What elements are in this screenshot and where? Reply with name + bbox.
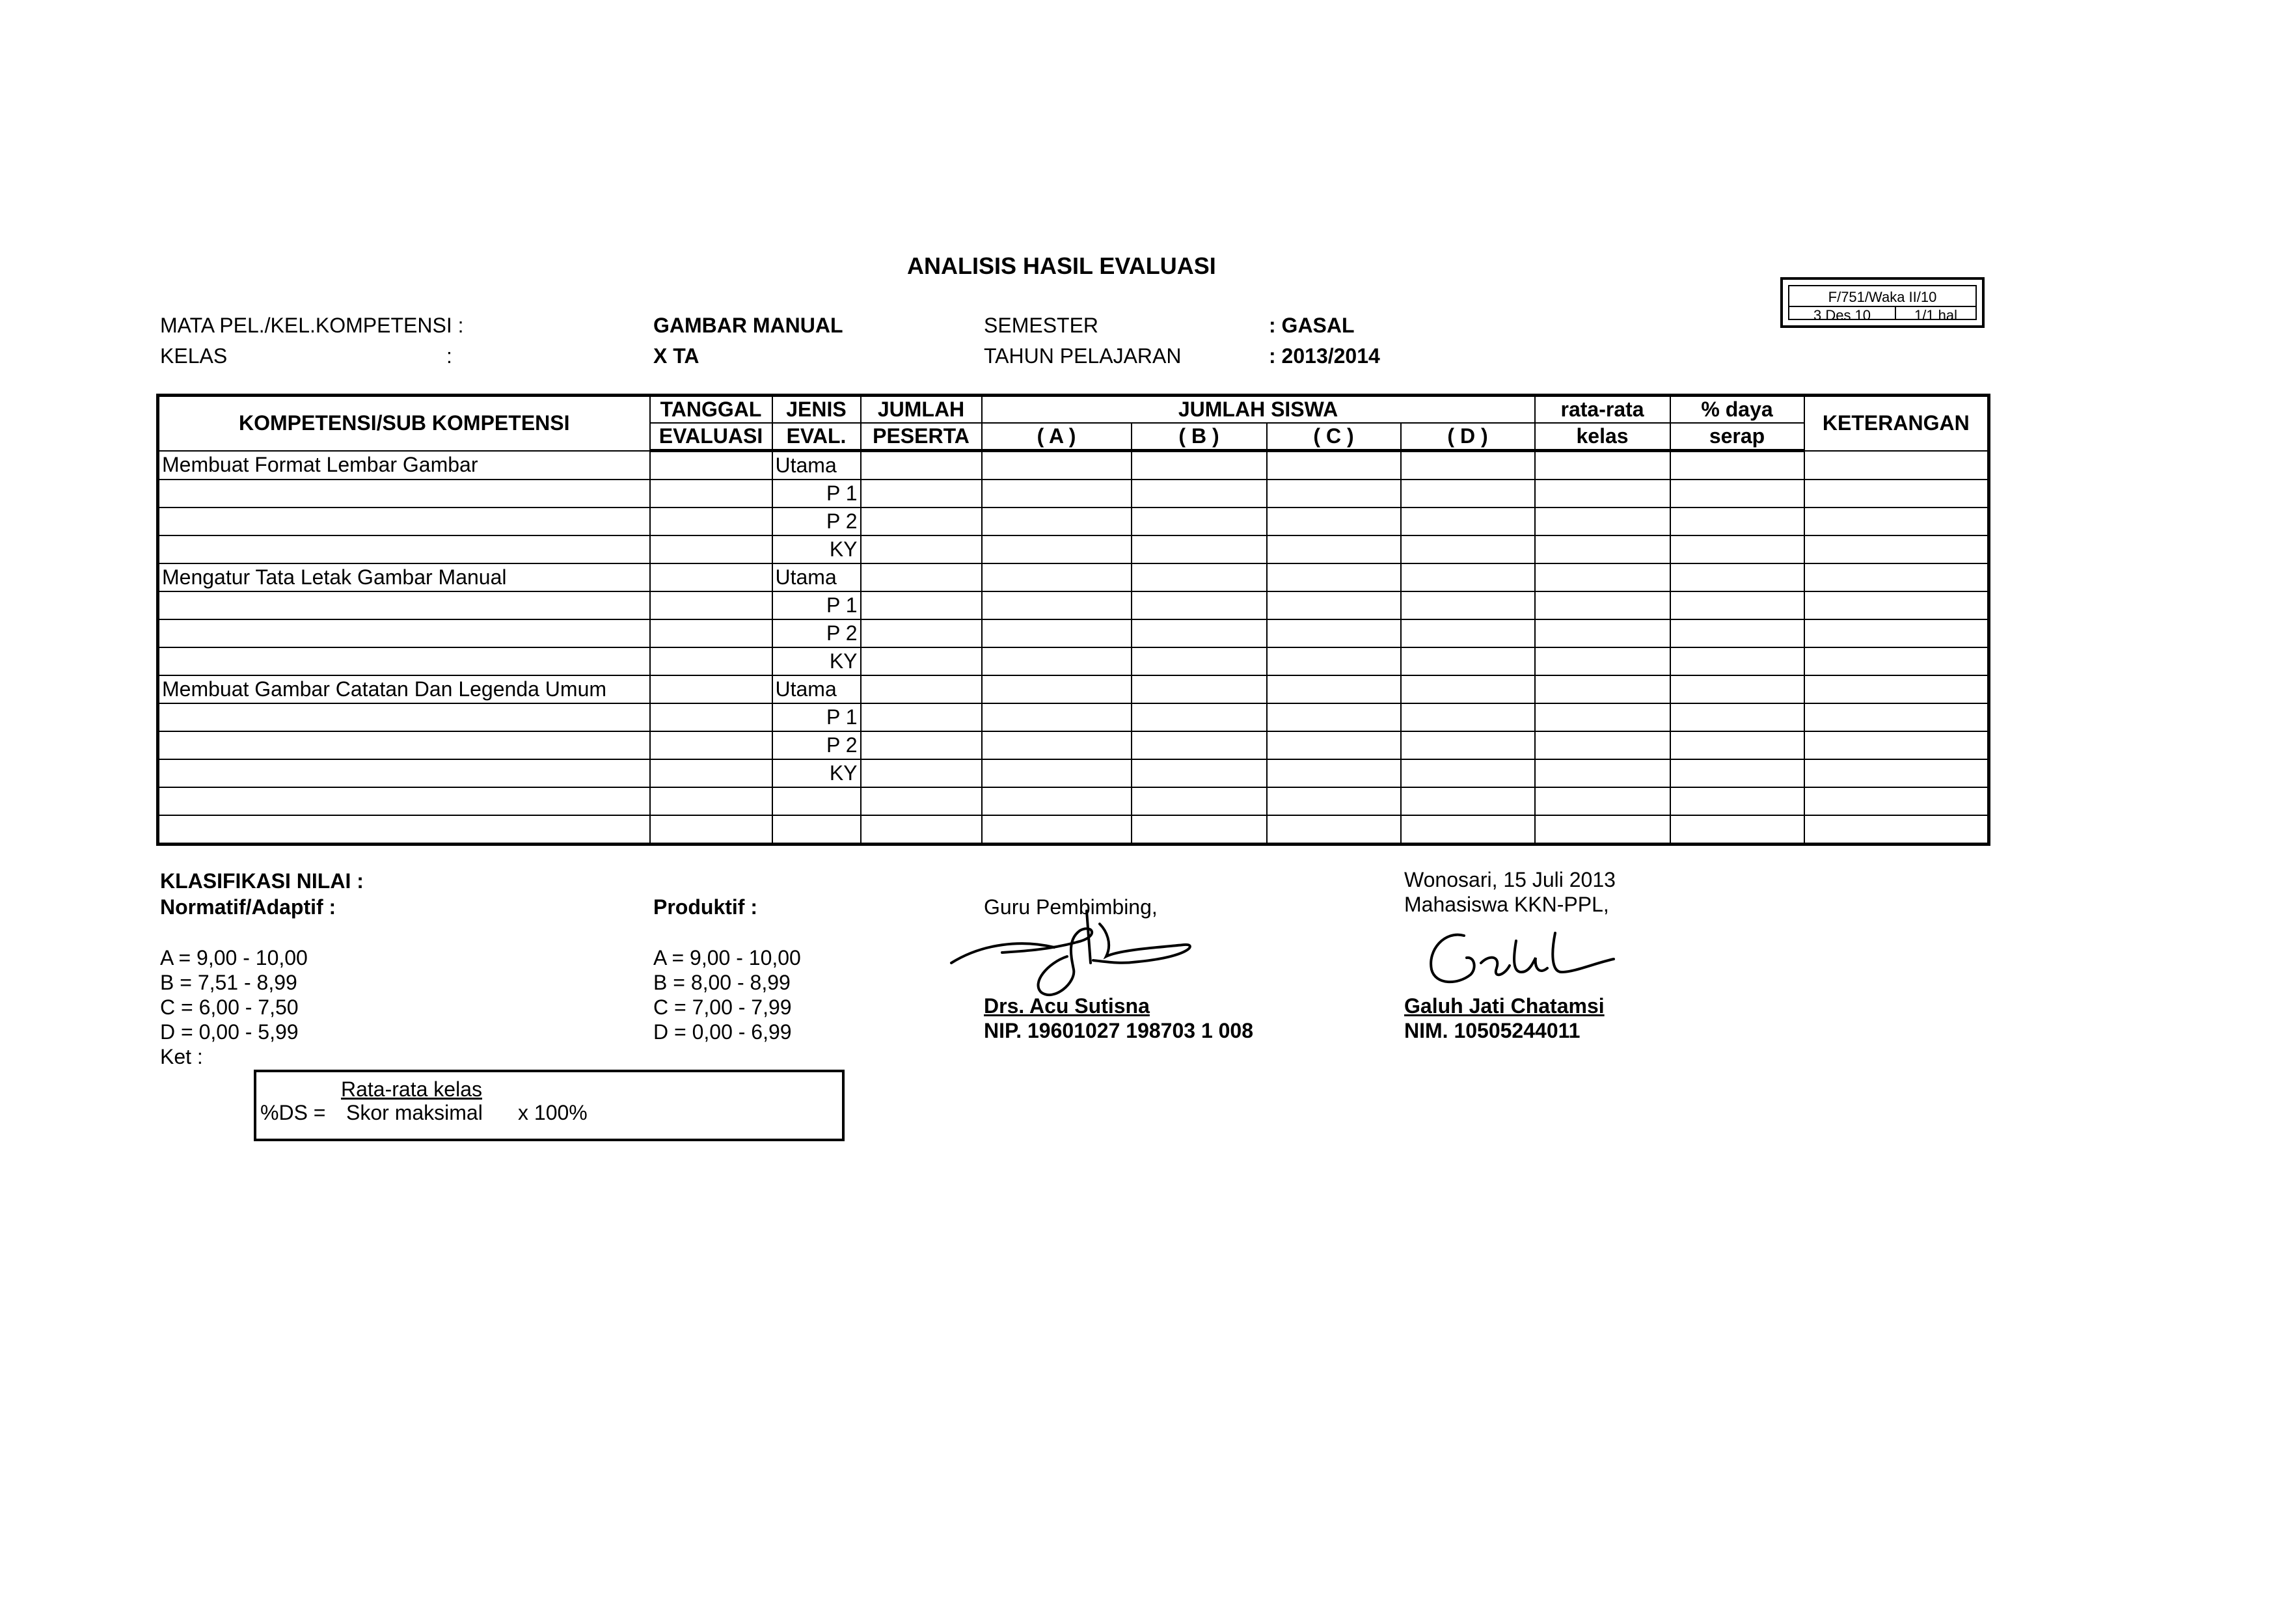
kelas-label: KELAS (160, 344, 228, 368)
empty-cell (1804, 731, 1989, 759)
empty-cell (1267, 647, 1401, 675)
place-date: Wonosari, 15 Juli 2013 (1404, 868, 1616, 891)
empty-cell (1132, 591, 1267, 619)
produktif-a: A = 9,00 - 10,00 (653, 946, 801, 969)
empty-cell (650, 647, 772, 675)
kompetensi-cell (158, 759, 650, 787)
header-daya: % daya (1670, 396, 1804, 424)
mahasiswa-label: Mahasiswa KKN-PPL, (1404, 893, 1609, 916)
mahasiswa-nim: NIM. 10505244011 (1404, 1019, 1581, 1042)
normatif-d: D = 0,00 - 5,99 (160, 1020, 299, 1044)
empty-cell (982, 675, 1132, 703)
jenis-eval-cell: P 1 (772, 703, 861, 731)
empty-cell (1535, 815, 1670, 845)
empty-cell (1670, 619, 1804, 647)
empty-cell (1804, 815, 1989, 845)
empty-cell (1804, 535, 1989, 563)
header-evaluasi: EVALUASI (650, 423, 772, 451)
guru-nip: NIP. 19601027 198703 1 008 (984, 1019, 1254, 1042)
header-eval: EVAL. (772, 423, 861, 451)
empty-cell (982, 535, 1132, 563)
kompetensi-cell (158, 815, 650, 845)
empty-cell (650, 619, 772, 647)
mahasiswa-name: Galuh Jati Chatamsi (1404, 994, 1605, 1018)
empty-cell (1267, 508, 1401, 535)
empty-cell (861, 619, 982, 647)
empty-cell (1132, 451, 1267, 480)
empty-cell (650, 731, 772, 759)
empty-cell (1670, 731, 1804, 759)
empty-cell (1267, 480, 1401, 508)
empty-cell (1670, 647, 1804, 675)
empty-cell (1535, 508, 1670, 535)
table-row (158, 451, 1989, 480)
empty-cell (650, 480, 772, 508)
empty-cell (982, 787, 1132, 815)
empty-cell (1670, 480, 1804, 508)
kelas-value: X TA (653, 344, 699, 368)
empty-cell (1535, 451, 1670, 480)
empty-cell (650, 591, 772, 619)
empty-cell (1401, 619, 1535, 647)
tahun-label: TAHUN PELAJARAN (984, 344, 1182, 368)
empty-cell (1535, 563, 1670, 591)
empty-cell (1401, 535, 1535, 563)
empty-cell (1132, 787, 1267, 815)
empty-cell (1267, 703, 1401, 731)
table-row (158, 759, 1989, 787)
kompetensi-cell (158, 731, 650, 759)
empty-cell (1132, 675, 1267, 703)
empty-cell (1535, 619, 1670, 647)
empty-cell (1804, 563, 1989, 591)
empty-cell (1670, 759, 1804, 787)
empty-cell (1267, 815, 1401, 845)
header-b: ( B ) (1132, 423, 1267, 451)
empty-cell (1132, 535, 1267, 563)
empty-cell (1670, 675, 1804, 703)
empty-cell (861, 759, 982, 787)
empty-cell (1670, 703, 1804, 731)
table-row (158, 508, 1989, 535)
empty-cell (1267, 535, 1401, 563)
empty-cell (1401, 703, 1535, 731)
empty-cell (1401, 591, 1535, 619)
produktif-c: C = 7,00 - 7,99 (653, 995, 792, 1019)
empty-cell (1132, 563, 1267, 591)
ket-label: Ket : (160, 1045, 203, 1068)
mahasiswa-signature (1418, 917, 1627, 995)
semester-value: : GASAL (1269, 314, 1355, 337)
header-rata: rata-rata (1535, 396, 1670, 424)
empty-cell (861, 563, 982, 591)
empty-cell (650, 451, 772, 480)
header-peserta: PESERTA (861, 423, 982, 451)
jenis-eval-cell: P 1 (772, 591, 861, 619)
kompetensi-cell (158, 508, 650, 535)
table-row (158, 815, 1989, 845)
empty-cell (982, 703, 1132, 731)
empty-cell (650, 703, 772, 731)
empty-cell (1535, 647, 1670, 675)
empty-cell (1132, 619, 1267, 647)
kompetensi-cell (158, 591, 650, 619)
produktif-label: Produktif : (653, 895, 757, 919)
empty-cell (1132, 759, 1267, 787)
formula-box (254, 1070, 845, 1141)
document-title: ANALISIS HASIL EVALUASI (907, 252, 1216, 279)
empty-cell (982, 451, 1132, 480)
kompetensi-cell (158, 787, 650, 815)
kompetensi-cell (158, 480, 650, 508)
empty-cell (982, 731, 1132, 759)
empty-cell (1132, 508, 1267, 535)
empty-cell (1132, 703, 1267, 731)
empty-cell (650, 508, 772, 535)
empty-cell (982, 647, 1132, 675)
table-row (158, 619, 1989, 647)
empty-cell (1535, 787, 1670, 815)
guru-signature (943, 885, 1217, 1002)
empty-cell (1804, 703, 1989, 731)
empty-cell (1267, 451, 1401, 480)
header-jumlah-siswa: JUMLAH SISWA (982, 396, 1535, 424)
empty-cell (1401, 480, 1535, 508)
empty-cell (1670, 451, 1804, 480)
empty-cell (1535, 731, 1670, 759)
jenis-eval-cell (772, 787, 861, 815)
table-row (158, 563, 1989, 591)
evaluation-table (156, 394, 1990, 846)
jenis-eval-cell: KY (772, 647, 861, 675)
empty-cell (861, 508, 982, 535)
empty-cell (1535, 591, 1670, 619)
empty-cell (1401, 508, 1535, 535)
empty-cell (1670, 815, 1804, 845)
empty-cell (861, 815, 982, 845)
table-row (158, 787, 1989, 815)
header-jumlah: JUMLAH (861, 396, 982, 424)
kompetensi-cell: Membuat Gambar Catatan Dan Legenda Umum (158, 675, 650, 703)
empty-cell (1267, 675, 1401, 703)
empty-cell (1401, 787, 1535, 815)
empty-cell (1535, 675, 1670, 703)
empty-cell (650, 675, 772, 703)
formula-denominator: Skor maksimal (346, 1101, 483, 1124)
form-code-box (1780, 277, 1985, 328)
empty-cell (1132, 731, 1267, 759)
empty-cell (1804, 619, 1989, 647)
empty-cell (1401, 759, 1535, 787)
empty-cell (1804, 451, 1989, 480)
kelas-colon: : (446, 344, 452, 368)
empty-cell (982, 759, 1132, 787)
normatif-label: Normatif/Adaptif : (160, 895, 336, 919)
empty-cell (1670, 591, 1804, 619)
empty-cell (1401, 647, 1535, 675)
empty-cell (861, 675, 982, 703)
kompetensi-cell (158, 647, 650, 675)
form-code: F/751/Waka II/10 (1789, 286, 1975, 307)
empty-cell (1804, 508, 1989, 535)
empty-cell (1267, 591, 1401, 619)
empty-cell (1804, 675, 1989, 703)
normatif-b: B = 7,51 - 8,99 (160, 971, 297, 994)
normatif-c: C = 6,00 - 7,50 (160, 995, 299, 1019)
empty-cell (982, 508, 1132, 535)
empty-cell (861, 591, 982, 619)
empty-cell (1267, 759, 1401, 787)
empty-cell (650, 759, 772, 787)
header-kelas: kelas (1535, 423, 1670, 451)
empty-cell (861, 451, 982, 480)
empty-cell (650, 787, 772, 815)
formula-numerator: Rata-rata kelas (341, 1077, 482, 1101)
formula-multiplier: x 100% (518, 1101, 588, 1124)
empty-cell (1535, 759, 1670, 787)
table-row (158, 731, 1989, 759)
empty-cell (1804, 787, 1989, 815)
header-keterangan: KETERANGAN (1804, 396, 1989, 451)
empty-cell (1132, 647, 1267, 675)
empty-cell (861, 480, 982, 508)
empty-cell (1670, 508, 1804, 535)
mapel-value: GAMBAR MANUAL (653, 314, 843, 337)
empty-cell (861, 787, 982, 815)
empty-cell (1132, 815, 1267, 845)
jenis-eval-cell: P 2 (772, 619, 861, 647)
empty-cell (1267, 563, 1401, 591)
table-row (158, 480, 1989, 508)
header-d: ( D ) (1401, 423, 1535, 451)
empty-cell (861, 731, 982, 759)
form-page: 1/1 hal (1914, 307, 1958, 323)
empty-cell (861, 535, 982, 563)
empty-cell (861, 703, 982, 731)
empty-cell (1401, 675, 1535, 703)
empty-cell (1804, 480, 1989, 508)
empty-cell (650, 563, 772, 591)
jenis-eval-cell: KY (772, 759, 861, 787)
normatif-a: A = 9,00 - 10,00 (160, 946, 308, 969)
kompetensi-cell (158, 535, 650, 563)
empty-cell (1267, 619, 1401, 647)
empty-cell (1670, 787, 1804, 815)
empty-cell (1804, 647, 1989, 675)
guru-label: Guru Pembimbing, (984, 895, 1158, 919)
empty-cell (982, 480, 1132, 508)
kompetensi-cell: Mengatur Tata Letak Gambar Manual (158, 563, 650, 591)
jenis-eval-cell: P 1 (772, 480, 861, 508)
table-row (158, 647, 1989, 675)
mapel-label: MATA PEL./KEL.KOMPETENSI : (160, 314, 464, 337)
jenis-eval-cell: Utama (772, 451, 861, 480)
jenis-eval-cell: KY (772, 535, 861, 563)
kompetensi-cell (158, 703, 650, 731)
produktif-d: D = 0,00 - 6,99 (653, 1020, 792, 1044)
empty-cell (1535, 480, 1670, 508)
empty-cell (1535, 703, 1670, 731)
empty-cell (861, 647, 982, 675)
empty-cell (1401, 451, 1535, 480)
empty-cell (1401, 731, 1535, 759)
empty-cell (1670, 535, 1804, 563)
empty-cell (1401, 563, 1535, 591)
kompetensi-cell (158, 619, 650, 647)
jenis-eval-cell: P 2 (772, 508, 861, 535)
header-c: ( C ) (1267, 423, 1401, 451)
empty-cell (1267, 731, 1401, 759)
empty-cell (982, 815, 1132, 845)
empty-cell (982, 619, 1132, 647)
header-kompetensi: KOMPETENSI/SUB KOMPETENSI (158, 396, 650, 451)
klasifikasi-title: KLASIFIKASI NILAI : (160, 869, 364, 893)
table-row (158, 535, 1989, 563)
empty-cell (1670, 563, 1804, 591)
formula-prefix: %DS = (260, 1101, 326, 1124)
empty-cell (1267, 787, 1401, 815)
empty-cell (1401, 815, 1535, 845)
empty-cell (1804, 591, 1989, 619)
table-row (158, 591, 1989, 619)
jenis-eval-cell: P 2 (772, 731, 861, 759)
guru-name: Drs. Acu Sutisna (984, 994, 1150, 1018)
produktif-b: B = 8,00 - 8,99 (653, 971, 791, 994)
empty-cell (650, 535, 772, 563)
empty-cell (982, 563, 1132, 591)
header-serap: serap (1670, 423, 1804, 451)
semester-label: SEMESTER (984, 314, 1099, 337)
tahun-value: : 2013/2014 (1269, 344, 1380, 368)
empty-cell (650, 815, 772, 845)
jenis-eval-cell: Utama (772, 675, 861, 703)
header-tanggal: TANGGAL (650, 396, 772, 424)
jenis-eval-cell: Utama (772, 563, 861, 591)
header-jenis: JENIS (772, 396, 861, 424)
header-a: ( A ) (982, 423, 1132, 451)
empty-cell (1535, 535, 1670, 563)
table-row (158, 675, 1989, 703)
empty-cell (982, 591, 1132, 619)
form-date: 3 Des 10 (1789, 307, 1896, 319)
empty-cell (1804, 759, 1989, 787)
jenis-eval-cell (772, 815, 861, 845)
table-row (158, 703, 1989, 731)
kompetensi-cell: Membuat Format Lembar Gambar (158, 451, 650, 480)
empty-cell (1132, 480, 1267, 508)
